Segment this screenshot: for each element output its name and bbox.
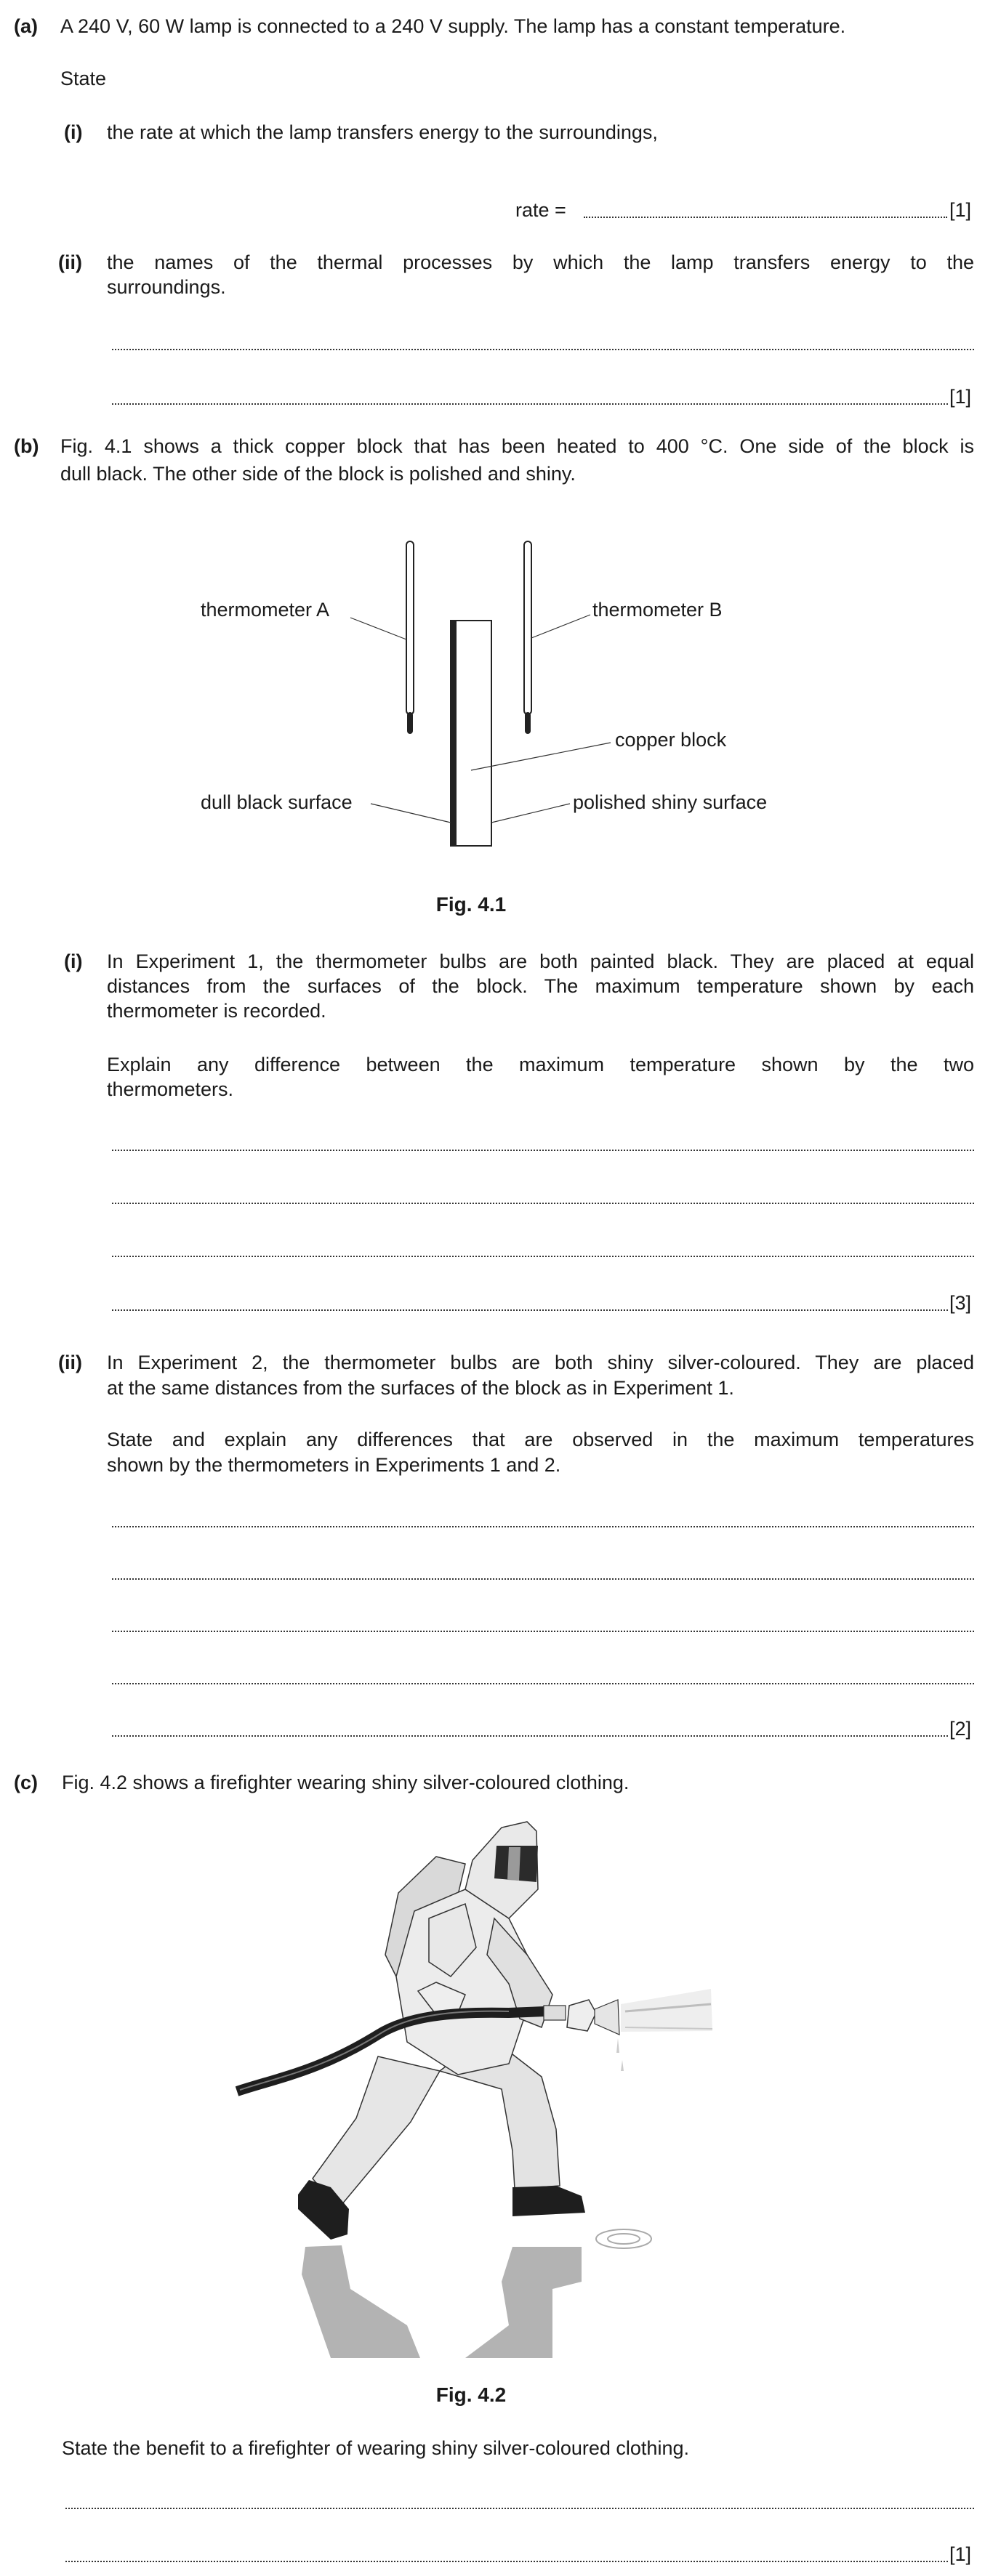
water-spray <box>616 1989 712 2071</box>
part-b-ii-prompt-1: State and explain any differences that are observed in the maximum temperatures <box>107 1429 974 1450</box>
part-a-stem: A 240 V, 60 W lamp is connected to a 240 V supply. The lamp has a constant temperature. <box>60 15 846 37</box>
part-c-marks: [1] <box>949 2543 972 2565</box>
part-a-instruction: State <box>60 68 107 89</box>
part-b-i-text-3: thermometer is recorded. <box>107 1000 326 1022</box>
part-b-i-prompt-1: Explain any difference between the maximum temperature shown by the two <box>107 1054 974 1075</box>
part-a-ii-marks: [1] <box>949 386 972 408</box>
part-a-i-text: the rate at which the lamp transfers energy to the surroundings, <box>107 121 658 143</box>
part-b-label: (b) <box>14 435 39 457</box>
part-a-ii-text-2: surroundings. <box>107 276 226 298</box>
part-c-prompt: State the benefit to a firefighter of wearing shiny silver-coloured clothing. <box>62 2437 689 2459</box>
part-b-i-prompt-2: thermometers. <box>107 1078 234 1100</box>
label-copper-block: copper block <box>615 729 727 751</box>
part-c-answer-line-2[interactable] <box>65 2561 948 2562</box>
fig-4-1-caption: Fig. 4.1 <box>435 893 507 916</box>
part-b-i-label: (i) <box>64 950 83 972</box>
rate-prefix: rate = <box>515 199 566 221</box>
firefighter-shadow <box>302 2245 582 2358</box>
part-a-ii-label: (ii) <box>58 251 82 273</box>
part-b-ii-text-2: at the same distances from the surfaces of the block as in Experiment 1. <box>107 1377 734 1399</box>
part-b-i-marks: [3] <box>949 1292 972 1314</box>
part-b-ii-prompt-2: shown by the thermometers in Experiments 1 and 2. <box>107 1454 561 1476</box>
label-dull-black-surface: dull black surface <box>201 791 353 813</box>
part-b-i-text-1: In Experiment 1, the thermometer bulbs are both painted black. They are placed at equal <box>107 950 974 972</box>
part-b-i-text-2: distances from the surfaces of the block. The maximum temperature shown by each <box>107 975 974 997</box>
fig-4-2-caption: Fig. 4.2 <box>435 2383 507 2406</box>
part-c-label: (c) <box>14 1772 38 1793</box>
part-c-stem: Fig. 4.2 shows a firefighter wearing shiny silver-coloured clothing. <box>62 1772 630 1793</box>
puddle-ring-icon <box>596 2229 651 2248</box>
part-b-stem-1: Fig. 4.1 shows a thick copper block that has been heated to 400 °C. One side of the block is <box>60 435 974 457</box>
part-a-i-label: (i) <box>64 121 83 143</box>
label-thermometer-b: thermometer B <box>592 599 723 621</box>
part-b-ii-marks: [2] <box>949 1718 972 1740</box>
part-b-stem-2: dull black. The other side of the block is polished and shiny. <box>60 463 576 485</box>
part-b-ii-text-1: In Experiment 2, the thermometer bulbs are both shiny silver-coloured. They are placed <box>107 1352 974 1373</box>
part-c-answer-line-1[interactable] <box>65 2508 974 2509</box>
part-a-i-marks: [1] <box>949 199 972 221</box>
part-b-ii-label: (ii) <box>58 1352 82 1373</box>
label-polished-shiny-surface: polished shiny surface <box>573 791 768 813</box>
part-a-label: (a) <box>14 15 38 37</box>
part-a-ii-text-1: the names of the thermal processes by which the lamp transfers energy to the <box>107 251 974 273</box>
label-thermometer-a: thermometer A <box>201 599 330 621</box>
